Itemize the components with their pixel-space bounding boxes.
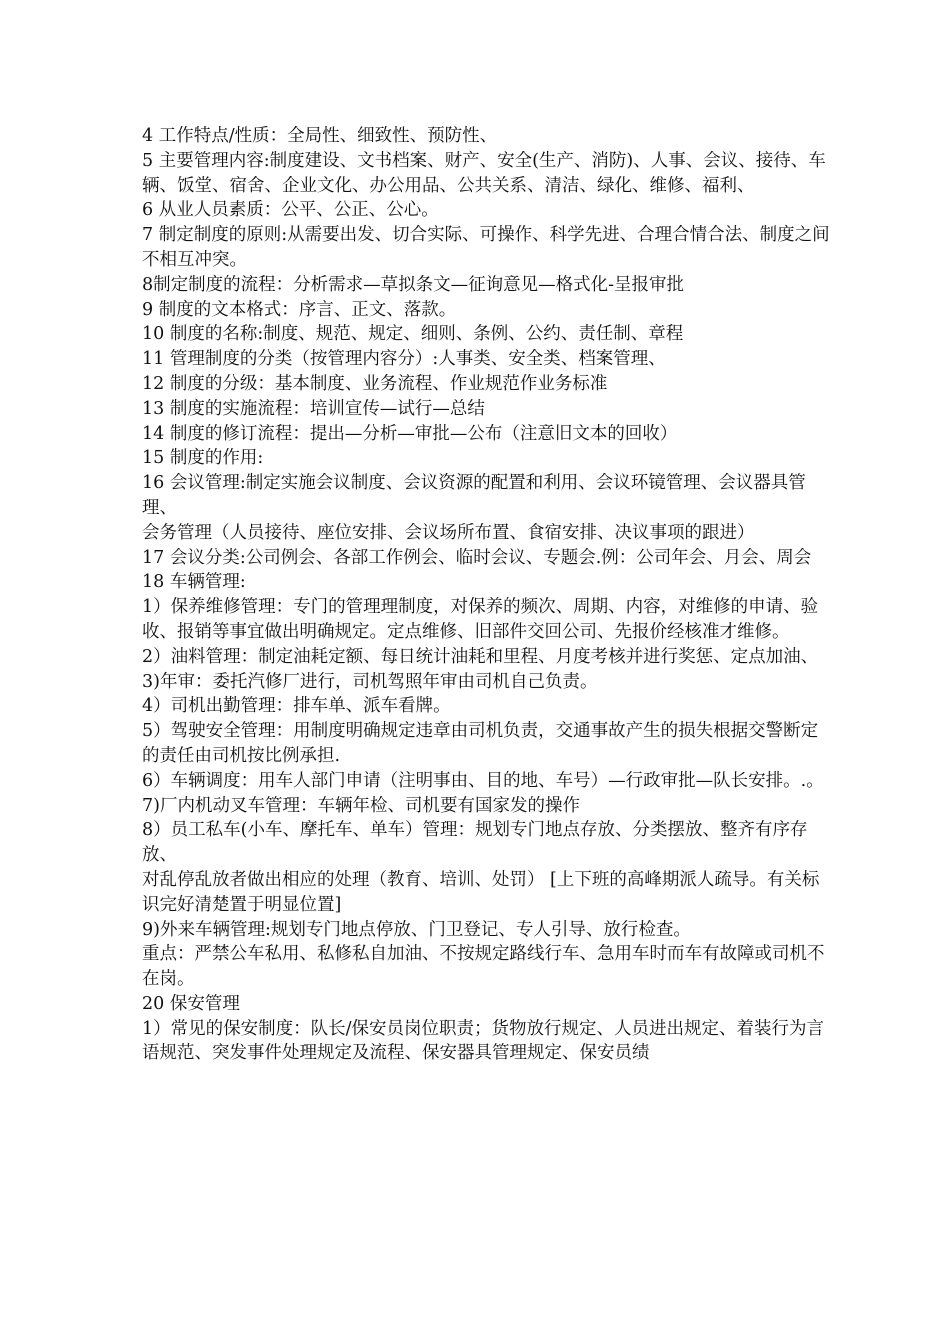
paragraph-illegal-parking: 对乱停乱放者做出相应的处理（教育、培训、处罚） [上下班的高峰期派人疏导。有关标识完好清楚置于明显位置] — [142, 869, 820, 915]
paragraph-key-points: 重点：严禁公车私用、私修私自加油、不按规定路线行车、急用车时而车有故障或司机不在岗。 — [142, 944, 825, 990]
paragraph-security-rules: 1）常见的保安制度：队长/保安员岗位职责；货物放行规定、人员进出规定、着装行为言语规范、突发事件处理规定及流程、保安器具管理规定、保安员绩 — [142, 1018, 825, 1064]
paragraph-vehicle-dispatch: 6）车辆调度：用车人部门申请（注明事由、目的地、车号）—行政审批—队长安排。.。 — [142, 770, 824, 791]
paragraph-vehicle-maintenance: 1）保养维修管理：专门的管理理制度，对保养的频次、周期、内容，对维修的申请、验收、报销等事宜做出明确规定。定点维修、旧部件交回公司、先报价经核准才维修。 — [142, 597, 819, 642]
paragraph-vehicle-fuel: 2）油料管理：制定油耗定额、每日统计油耗和里程、月度考核并进行奖惩、定点加油、 — [142, 646, 819, 667]
paragraph-driver-attendance: 4）司机出勤管理：排车单、派车看牌。 — [142, 696, 451, 717]
paragraph-private-vehicles: 8）员工私车(小车、摩托车、单车）管理：规划专门地点存放、分类摆放、整齐有序存放、 — [142, 820, 808, 866]
paragraph-external-vehicles: 9)外来车辆管理:规划专门地点停放、门卫登记、专人引导、放行检查。 — [142, 919, 691, 940]
paragraph-18-vehicle-management: 18 车辆管理: — [142, 572, 246, 593]
paragraph-11-rule-classification: 11 管理制度的分类（按管理内容分）:人事类、安全类、档案管理、 — [142, 349, 666, 370]
paragraph-15-function: 15 制度的作用: — [142, 448, 264, 469]
paragraph-5-management-content: 5 主要管理内容:制度建设、文书档案、财产、安全(生产、消防)、人事、会议、接待、车辆、饭堂、宿舍、企业文化、办公用品、公共关系、清洁、绿化、维修、福利、 — [142, 150, 826, 196]
paragraph-10-rule-names: 10 制度的名称:制度、规范、规定、细则、条例、公约、责任制、章程 — [142, 324, 684, 345]
paragraph-13-implementation: 13 制度的实施流程：培训宣传—试行—总结 — [142, 398, 485, 419]
paragraph-17-meeting-types: 17 会议分类:公司例会、各部工作例会、临时会议、专题会.例：公司年会、月会、周会 — [142, 547, 812, 568]
paragraph-20-security-management: 20 保安管理 — [142, 993, 240, 1014]
paragraph-4-work-features: 4 工作特点/性质：全局性、细致性、预防性、 — [142, 126, 498, 146]
paragraph-meeting-affairs: 会务管理（人员接待、座位安排、会议场所布置、食宿安排、决议事项的跟进） — [142, 522, 755, 543]
paragraph-driving-safety: 5）驾驶安全管理：用制度明确规定违章由司机负责，交通事故产生的损失根据交警断定的责任由司机按比例承担. — [142, 721, 819, 766]
paragraph-forklift-management: 7)厂内机动叉车管理：车辆年检、司机要有国家发的操作 — [142, 795, 580, 816]
paragraph-7-rule-principles: 7 制定制度的原则:从需要出发、切合实际、可操作、科学先进、合理合情合法、制度之间不相互冲突。 — [142, 225, 830, 270]
paragraph-16-meeting-management: 16 会议管理:制定实施会议制度、会议资源的配置和利用、会议环镜管理、会议器具管理、 — [142, 473, 806, 518]
paragraph-14-revision: 14 制度的修订流程：提出—分析—审批—公布（注意旧文本的回收） — [142, 423, 678, 444]
paragraph-vehicle-inspection: 3)年审：委托汽修厂进行，司机驾照年审由司机自己负责。 — [142, 671, 598, 692]
paragraph-9-text-format: 9 制度的文本格式：序言、正文、落款。 — [142, 299, 457, 320]
paragraph-12-rule-levels: 12 制度的分级：基本制度、业务流程、作业规范作业务标准 — [142, 373, 608, 394]
paragraph-8-rule-process: 8制定制度的流程：分析需求—草拟条文—征询意见—格式化-呈报审批 — [142, 274, 685, 295]
document-body — [142, 124, 832, 1066]
paragraph-6-staff-quality: 6 从业人员素质：公平、公正、公心。 — [142, 200, 439, 221]
